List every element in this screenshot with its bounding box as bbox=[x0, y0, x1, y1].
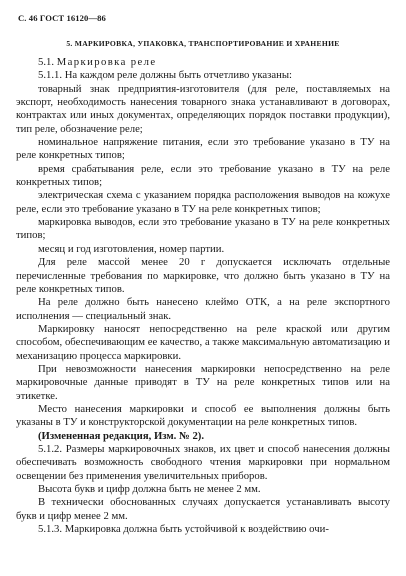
section-title: 5. МАРКИРОВКА, УПАКОВКА, ТРАНСПОРТИРОВАНИЕ И ХРАНЕНИЕ bbox=[66, 39, 340, 48]
paragraph: В технически обоснованных случаях допускается устанавливать высоту букв и цифр менее 2 мм. bbox=[16, 496, 390, 522]
paragraph: маркировка выводов, если это требование указано в ТУ на реле конкретных типов; bbox=[16, 216, 390, 242]
paragraph: время срабатывания реле, если это требование указано в ТУ на реле конкретных типов; bbox=[16, 162, 390, 189]
paragraph: товарный знак предприятия-изготовителя (для реле, поставляемых на экспорт, необходимость нанесения товарного знака устанавливают в договорах, контрактах или иных документах, определяющих порядок поставки продукции), тип реле, обозначение реле; bbox=[16, 82, 390, 135]
paragraph: номинальное напряжение питания, если это требование указано в ТУ на реле конкретных типов; bbox=[16, 136, 390, 162]
subsection-title: Маркировка реле bbox=[56, 56, 157, 68]
paragraph: электрическая схема с указанием порядка расположения выводов на кожухе реле, если это требование указано в ТУ на реле конкретных типов; bbox=[16, 189, 390, 215]
paragraph: Для реле массой менее 20 г допускается исключать отдельные перечисленные требования по маркировке, что должно быть указано в ТУ на реле конкретных типов. bbox=[16, 256, 390, 295]
paragraph: месяц и год изготовления, номер партии. bbox=[38, 242, 225, 255]
revision-note: (Измененная редакция, Изм. № 2). bbox=[38, 429, 205, 442]
page-header: С. 46 ГОСТ 16120—86 bbox=[18, 13, 106, 23]
paragraph: Маркировку наносят непосредственно на реле краской или другим способом, обеспечивающим ее качество, а также максимальную автоматизацию и механизацию процесса маркировки. bbox=[16, 322, 390, 362]
subsection-number: 5.1. bbox=[38, 56, 55, 68]
subsection-heading bbox=[16, 56, 390, 69]
paragraph-5-1-2: 5.1.2. Размеры маркировочных знаков, их цвет и способ нанесения должны обеспечивать возможность свободного чтения маркировки при нормальном освещении без применения увеличительных приборов. bbox=[16, 442, 390, 482]
paragraph-5-1-1: 5.1.1. На каждом реле должны быть отчетливо указаны: bbox=[38, 69, 293, 82]
paragraph: При невозможности нанесения маркировки непосредственно на реле маркировочные данные приводят в ТУ на реле конкретных типов или на этикетке. bbox=[16, 362, 390, 402]
paragraph: Высота букв и цифр должна быть не менее 2 мм. bbox=[38, 483, 261, 495]
paragraph: Место нанесения маркировки и способ ее выполнения должны быть указаны в ТУ и конструкторской документации на реле конкретных типов. bbox=[16, 402, 390, 429]
paragraph: На реле должно быть нанесено клеймо ОТК, а на реле экспортного исполнения — специальный знак. bbox=[16, 296, 390, 322]
body-text bbox=[16, 56, 390, 536]
paragraph-5-1-3: 5.1.3. Маркировка должна быть устойчивой к воздействию очи- bbox=[38, 523, 329, 536]
